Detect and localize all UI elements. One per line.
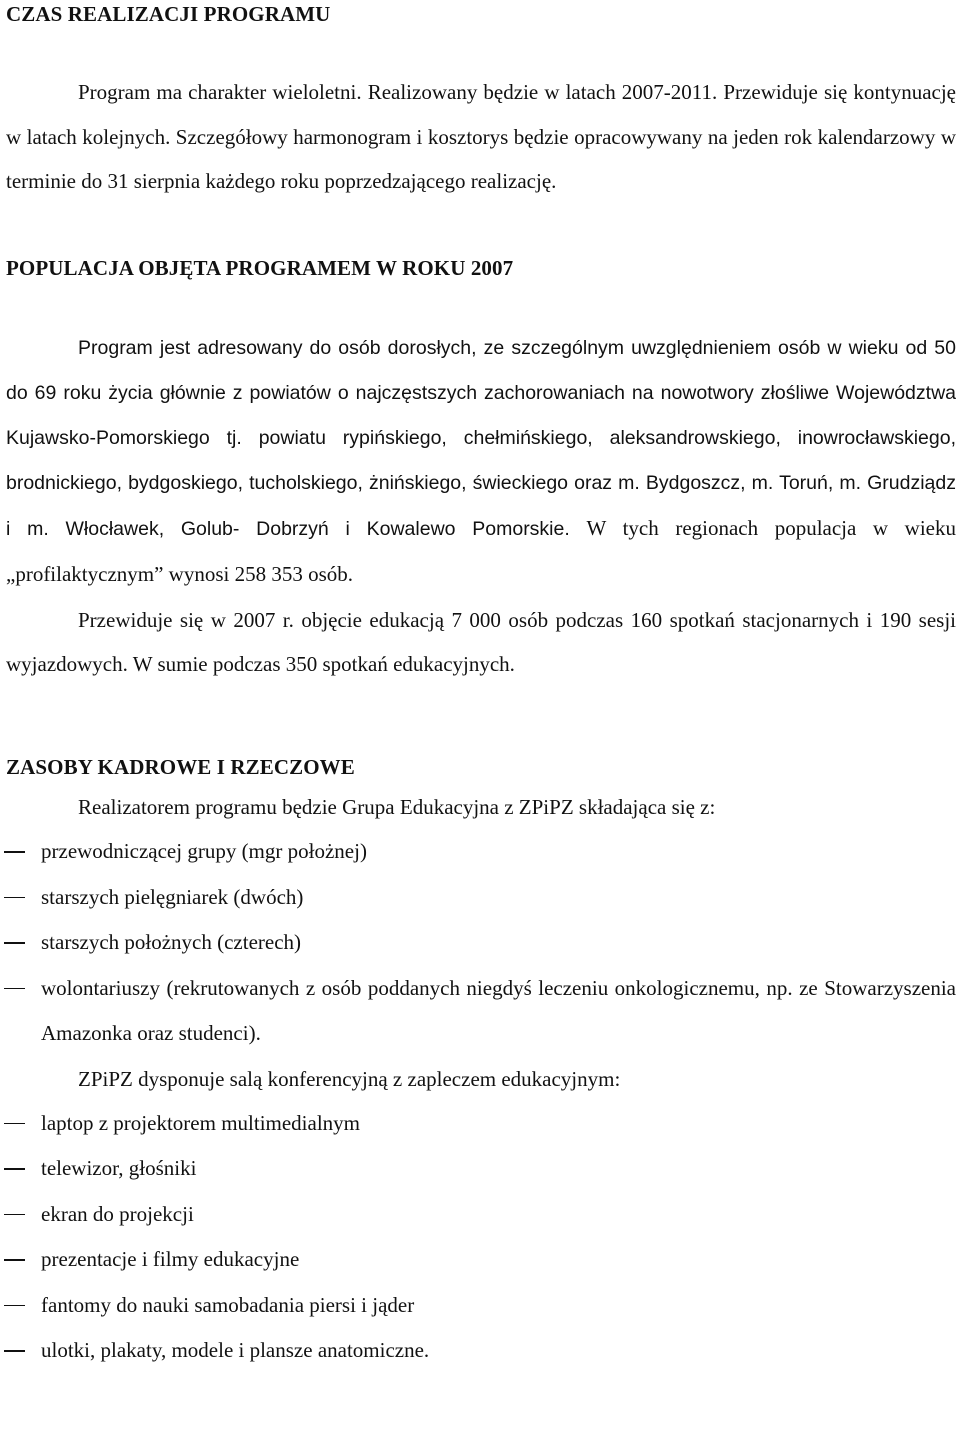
- list-item: [6, 966, 956, 1057]
- dash-bullet-icon: [4, 942, 25, 944]
- list-item-text: ekran do projekcji: [41, 1201, 194, 1226]
- dash-bullet-icon: [4, 1123, 25, 1125]
- paragraph-populacja-1: [6, 326, 956, 598]
- section-heading-czas: CZAS REALIZACJI PROGRAMU: [6, 2, 331, 26]
- dash-bullet-icon: [4, 988, 25, 990]
- list-item: [6, 829, 956, 875]
- paragraph-populacja-1-serif: W tych regionach populacja w wieku „profilaktycznym” wynosi 258 353 osób.: [6, 515, 956, 586]
- list-item: [6, 1283, 956, 1329]
- list-item: [6, 875, 956, 921]
- list-item: [6, 1237, 956, 1283]
- list-item-text: telewizor, głośniki: [41, 1156, 197, 1180]
- list-item: [6, 1101, 956, 1147]
- equipment-list: [6, 1101, 956, 1374]
- dash-bullet-icon: [4, 851, 25, 853]
- dash-bullet-icon: [4, 1305, 25, 1307]
- list-item-text: ulotki, plakaty, modele i plansze anatomiczne.: [41, 1338, 430, 1362]
- list-item: [6, 1146, 956, 1192]
- list-item: [6, 1192, 956, 1238]
- list-item-text: starszych położnych (czterech): [41, 930, 302, 954]
- dash-bullet-icon: [4, 1214, 25, 1216]
- dash-bullet-icon: [4, 1259, 25, 1261]
- list-item-text: fantomy do nauki samobadania piersi i jąder: [41, 1292, 415, 1317]
- staff-list: [6, 829, 956, 1057]
- dash-bullet-icon: [4, 1168, 25, 1170]
- paragraph-populacja-1-sans: Program jest adresowany do osób dorosłych, ze szczególnym uwzględnieniem osób w wieku od 50 do 69 roku życia głównie z powiatów o najczęstszych zachorowaniach na nowotwory złośliwe Województwa Kujawsko-Pomorskiego tj. powiatu rypińskiego, chełmińskiego, aleksandrowskiego, inowrocławskiego, brodnickiego, bydgoskiego, tucholskiego, żnińskiego, świeckiego oraz m. Bydgoszcz, m. Toruń, m. Grudziądz i m. Włocławek, Golub- Dobrzyń i Kowalewo Pomorskie.: [6, 336, 956, 540]
- list-item-text: wolontariuszy (rekrutowanych z osób poddanych niegdyś leczeniu onkologicznemu, np. ze Stowarzyszenia Amazonka oraz studenci).: [41, 975, 956, 1045]
- list-item-text: przewodniczącej grupy (mgr położnej): [41, 839, 367, 863]
- dash-bullet-icon: [4, 1350, 25, 1352]
- dash-bullet-icon: [4, 897, 25, 899]
- section-heading-zasoby: ZASOBY KADROWE I RZECZOWE: [6, 754, 355, 779]
- list-item-text: starszych pielęgniarek (dwóch): [41, 884, 304, 909]
- paragraph-zasoby-intro: Realizatorem programu będzie Grupa Edukacyjna z ZPiPZ składająca się z:: [78, 794, 716, 819]
- section-heading-populacja: POPULACJA OBJĘTA PROGRAMEM W ROKU 2007: [6, 255, 514, 280]
- list-item: [6, 1328, 956, 1374]
- document-page: [6, 0, 956, 1374]
- list-item-text: laptop z projektorem multimedialnym: [41, 1110, 361, 1135]
- list-item-text: prezentacje i filmy edukacyjne: [41, 1247, 300, 1271]
- paragraph-czas: Program ma charakter wieloletni. Realizowany będzie w latach 2007-2011. Przewiduje się kontynuację w latach kolejnych. Szczegółowy harmonogram i kosztorys będzie opracowywany na jeden rok kalendarzowy w terminie do 31 sierpnia każdego roku poprzedzającego realizację.: [6, 80, 956, 193]
- paragraph-zasoby-equipment-intro: ZPiPZ dysponuje salą konferencyjną z zapleczem edukacyjnym:: [78, 1066, 621, 1091]
- list-item: [6, 920, 956, 966]
- paragraph-populacja-2: Przewiduje się w 2007 r. objęcie edukacją 7 000 osób podczas 160 spotkań stacjonarnych i 190 sesji wyjazdowych. W sumie podczas 350 spotkań edukacyjnych.: [6, 607, 956, 676]
